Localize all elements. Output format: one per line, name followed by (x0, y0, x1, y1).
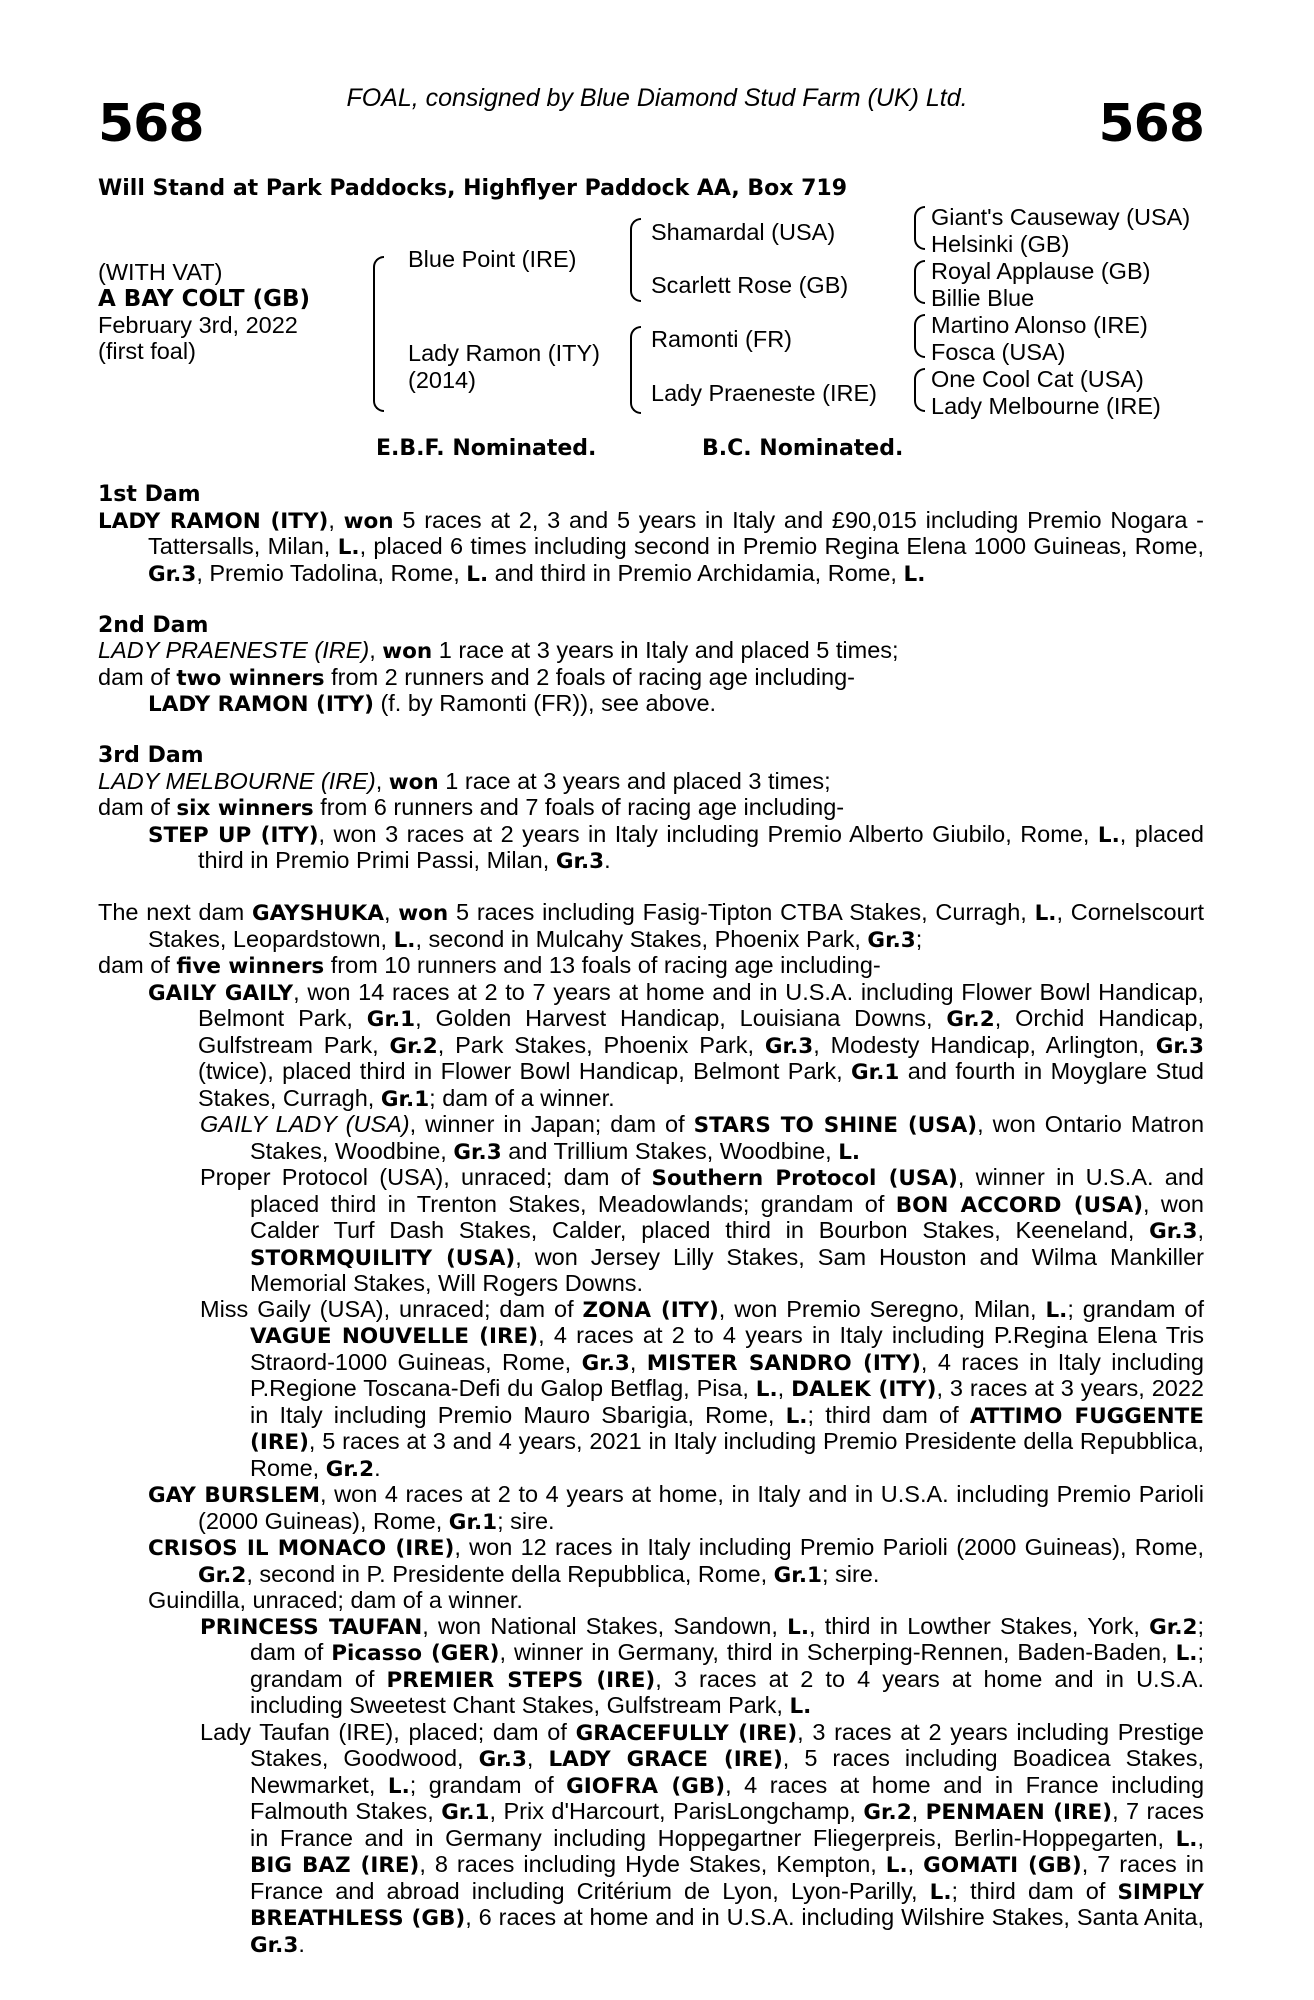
bold-run: Gr.2 (1149, 1614, 1198, 1640)
bold-run: won (382, 639, 433, 664)
pedigree-brace-g2 (914, 260, 925, 304)
ebf-nominated: E.B.F. Nominated. (376, 436, 597, 461)
text-run: , Golden Harvest Handicap, Louisiana Downs, (415, 1005, 947, 1031)
bold-run: L. (393, 927, 416, 953)
bold-run: Gr.2 (389, 1033, 438, 1059)
text-run: , won 4 races at 2 to 4 years at home, in Italy and in U.S.A. including Premio Parioli (2000 Guineas), Rome, (198, 1481, 1204, 1534)
bold-run: L. (789, 1694, 812, 1719)
text-run: and Trillium Stakes, Woodbine, (501, 1137, 839, 1164)
bold-run: PENMAEN (IRE) (925, 1800, 1113, 1825)
bold-run: ATTIMO FUGGENTE (IRE) (250, 1403, 1204, 1455)
horse-name: A BAY COLT (GB) (98, 286, 311, 312)
italic-run: LADY PRAENESTE (IRE) (98, 637, 370, 663)
text-run: , won 14 races at 2 to 7 years at home and in U.S.A. including Flower Bowl Handicap, Belmont Park, (198, 978, 1204, 1031)
bold-run: PRINCESS TAUFAN (200, 1614, 423, 1640)
text-run: from 2 runners and 2 foals of racing age including- (324, 663, 855, 690)
bold-run: Gr.3 (1149, 1219, 1198, 1244)
text-run: , (375, 767, 389, 794)
grandsire-line-2: Helsinki (GB) (931, 231, 1070, 257)
foal-note: (first foal) (98, 338, 196, 364)
text-run: , won Premio Seregno, Milan, (718, 1295, 1046, 1322)
text-run: , 4 races at home and in France including Falmouth Stakes, (250, 1771, 1205, 1824)
produce-record (98, 769, 1204, 796)
bc-nominated: B.C. Nominated. (702, 436, 904, 461)
text-run: , (383, 899, 399, 925)
text-run: , third in Lowther Stakes, York, (809, 1612, 1150, 1639)
bold-run: PREMIER STEPS (IRE) (386, 1667, 656, 1693)
text-run: Proper Protocol (USA), unraced; dam of (200, 1164, 652, 1190)
produce-record (98, 691, 1204, 718)
pedigree-brace-sire (630, 218, 641, 302)
text-run: 1 race at 3 years and placed 3 times; (438, 767, 831, 794)
stand-location: Will Stand at Park Paddocks, Highflyer Paddock AA, Box 719 (98, 176, 848, 201)
dam-dam: Lady Praeneste (IRE) (651, 380, 877, 406)
bold-run: ZONA (ITY) (582, 1297, 719, 1323)
text-run: , (1197, 1824, 1204, 1851)
text-run: , winner in U.S.A. and placed third in Trenton Stakes, Meadowlands; grandam of (250, 1164, 1204, 1217)
bold-run: GAYSHUKA (251, 901, 384, 926)
text-run: , won National Stakes, Sandown, (422, 1612, 788, 1639)
bold-run: Gr.3 (581, 1350, 630, 1376)
bold-run: L. (1045, 1297, 1068, 1323)
text-run: , (1197, 1217, 1204, 1243)
bold-run: Gr.2 (863, 1800, 912, 1825)
text-run: , (777, 1375, 792, 1401)
text-run: Guindilla, unraced; dam of a winner. (148, 1587, 523, 1613)
bold-run: Gr.3 (764, 1033, 814, 1059)
text-run: , won Calder Turf Dash Stakes, Calder, placed third in Bourbon Stakes, Keeneland, (250, 1190, 1204, 1243)
bold-run: Gr.2 (198, 1562, 247, 1588)
bold-run: Gr.1 (380, 1086, 430, 1112)
text-run: ; dam of a winner. (429, 1084, 615, 1111)
produce-record (98, 665, 1204, 692)
grandsire-line-7: One Cool Cat (USA) (931, 366, 1144, 392)
text-run: , 7 races in France and abroad including Critérium de Lyon, Lyon-Parilly, (250, 1851, 1204, 1904)
text-run: , placed 6 times including second in Premio Regina Elena 1000 Guineas, Rome, (359, 533, 1205, 559)
bold-run: LADY GRACE (IRE) (548, 1747, 783, 1772)
text-run: , placed third in Premio Primi Passi, Milan, (198, 820, 1205, 873)
section-gap (98, 718, 1204, 744)
text-run: 1 race at 3 years in Italy and placed 5 times; (432, 637, 899, 663)
text-run: . (604, 847, 611, 873)
text-run: dam of (98, 794, 177, 820)
text-run: (f. by Ramonti (FR)), see above. (373, 690, 717, 716)
dam-year: (2014) (408, 367, 476, 393)
grandsire-line-8: Lady Melbourne (IRE) (931, 393, 1161, 419)
bold-run: Gr.2 (946, 1007, 995, 1032)
bold-run: DALEK (ITY) (791, 1377, 937, 1402)
text-run: , Premio Tadolina, Rome, (196, 559, 467, 586)
bold-run: won (398, 901, 449, 926)
text-run: Miss Gaily (USA), unraced; dam of (200, 1295, 583, 1322)
produce-record (98, 638, 1204, 665)
text-run: , 3 races at 2 years including Prestige Stakes, Goodwood, (250, 1718, 1205, 1771)
produce-record (98, 953, 1204, 980)
text-run: , Prix d'Harcourt, ParisLongchamp, (489, 1798, 864, 1824)
text-run: , won 3 races at 2 years in Italy including Premio Alberto Giubilo, Rome, (318, 820, 1098, 847)
foaling-date: February 3rd, 2022 (98, 312, 298, 338)
produce-record (98, 1588, 1204, 1614)
text-run: ; grandam of (409, 1771, 567, 1798)
bold-run: Gr.3 (250, 1932, 299, 1958)
grandsire-line-6: Fosca (USA) (931, 339, 1066, 365)
bold-run: won (343, 508, 394, 534)
text-run: (twice), placed third in Flower Bowl Handicap, Belmont Park, (198, 1058, 852, 1084)
section-gap (98, 587, 1204, 613)
text-run: , winner in Germany, third in Scherping-Rennen, Baden-Baden, (499, 1639, 1176, 1665)
text-run: ; third dam of (807, 1401, 970, 1428)
text-run: ; dam of (250, 1612, 1204, 1665)
bold-run: L. (903, 561, 926, 587)
text-run: ; (915, 925, 923, 952)
bold-run: Picasso (GER) (331, 1641, 500, 1666)
text-run: , (369, 637, 383, 663)
bold-run: Gr.1 (773, 1562, 822, 1588)
catalogue-body (98, 482, 1204, 1958)
bold-run: GAILY GAILY (148, 980, 294, 1006)
text-run: The next dam (98, 899, 252, 925)
produce-record (98, 1297, 1204, 1483)
text-run: Lady Taufan (IRE), placed; dam of (200, 1718, 576, 1745)
text-run: dam of (98, 952, 177, 978)
dam-sire: Ramonti (FR) (651, 326, 793, 352)
text-run: and fourth in Moyglare Stud Stakes, Curragh, (198, 1058, 1204, 1111)
text-run: from 6 runners and 7 foals of racing age including- (313, 794, 845, 820)
produce-record (98, 1482, 1204, 1535)
bold-run: Gr.2 (325, 1456, 375, 1482)
grandsire-line-1: Giant's Causeway (USA) (931, 204, 1191, 230)
dam-heading: 2nd Dam (98, 612, 209, 638)
bold-run: VAGUE NOUVELLE (IRE) (250, 1324, 539, 1349)
text-run: , Modesty Handicap, Arlington, (813, 1031, 1156, 1058)
text-run: , 4 races in Italy including P.Regione Toscana-Defi du Galop Betflag, Pisa, (250, 1348, 1204, 1401)
text-run: , Park Stakes, Phoenix Park, (437, 1031, 765, 1058)
grandsire-line-3: Royal Applause (GB) (931, 258, 1151, 284)
text-run: , 3 races at 3 years, 2022 in Italy including Premio Mauro Sbarigia, Rome, (250, 1375, 1204, 1428)
produce-record (98, 1535, 1204, 1588)
produce-record (98, 822, 1204, 875)
bold-run: Gr.3 (867, 927, 916, 953)
produce-record (98, 1720, 1204, 1959)
bold-run: SIMPLY BREATHLESS (GB) (250, 1879, 1204, 1931)
bold-run: won (388, 769, 439, 795)
bold-run: L. (929, 1879, 952, 1905)
text-run: ; grandam of (250, 1639, 1204, 1692)
dam-heading: 3rd Dam (98, 743, 204, 768)
grandsire-line-4: Billie Blue (931, 285, 1035, 311)
text-run: , second in P. Presidente della Repubblica, Rome, (246, 1560, 774, 1587)
bold-run: L. (755, 1377, 778, 1402)
bold-run: GRACEFULLY (IRE) (575, 1720, 798, 1746)
dam: Lady Ramon (ITY) (408, 340, 600, 366)
text-run: 5 races at 2, 3 and 5 years in Italy and £90,015 including Premio Nogara - Tattersalls, Milan, (148, 506, 1204, 559)
bold-run: GAY BURSLEM (148, 1483, 321, 1508)
text-run: , winner in Japan; dam of (409, 1111, 694, 1137)
text-run: , (526, 1745, 549, 1771)
text-run: , 3 races at 2 to 4 years at home and in U.S.A. including Sweetest Chant Stakes, Gulfstream Park, (250, 1665, 1204, 1718)
bold-run: STEP UP (ITY) (148, 822, 319, 848)
text-run: and third in Premio Archidamia, Rome, (488, 559, 904, 586)
produce-record (98, 1614, 1204, 1720)
bold-run: GOMATI (GB) (923, 1853, 1082, 1878)
text-run: dam of (98, 663, 177, 690)
text-run: , 8 races including Hyde Stakes, Kempton, (419, 1851, 886, 1877)
sire-dam: Scarlett Rose (GB) (651, 272, 849, 298)
bold-run: STORMQUILITY (USA) (250, 1245, 516, 1271)
bold-run: Gr.3 (478, 1747, 527, 1772)
text-run: , won Ontario Matron Stakes, Woodbine, (250, 1111, 1205, 1164)
text-run: , 5 races including Boadicea Stakes, Newmarket, (250, 1745, 1204, 1798)
bold-run: CRISOS IL MONACO (IRE) (148, 1536, 455, 1561)
consignor-line: FOAL, consigned by Blue Diamond Stud Farm (UK) Ltd. (346, 84, 968, 112)
sire-sire: Shamardal (USA) (651, 219, 836, 245)
bold-run: Gr.1 (448, 1509, 498, 1535)
bold-run: L. (466, 561, 489, 587)
bold-run: five winners (176, 954, 325, 979)
text-run: , Cornelscourt Stakes, Leopardstown, (148, 899, 1205, 952)
text-run: , 5 races at 3 and 4 years, 2021 in Italy including Premio Presidente della Repubblica, Rome, (250, 1428, 1204, 1481)
text-run: , 6 races at home and in U.S.A. including Wilshire Stakes, Santa Anita, (465, 1904, 1204, 1930)
vat-note: (WITH VAT) (98, 259, 223, 285)
text-run: . (374, 1454, 381, 1481)
bold-run: six winners (176, 796, 314, 821)
text-run: ; sire. (497, 1507, 555, 1534)
bold-run: MISTER SANDRO (ITY) (646, 1350, 921, 1376)
bold-run: L. (1175, 1641, 1198, 1666)
produce-record (98, 508, 1204, 588)
section-gap (98, 875, 1204, 901)
produce-record (98, 980, 1204, 1113)
bold-run: Gr.3 (555, 849, 605, 874)
bold-run: L. (337, 535, 360, 560)
bold-run: Gr.1 (441, 1800, 490, 1825)
bold-run: Southern Protocol (USA) (651, 1166, 958, 1191)
text-run: , (911, 1798, 926, 1824)
bold-run: L. (785, 1403, 808, 1429)
pedigree-brace-g1 (914, 206, 925, 250)
bold-run: L. (1175, 1826, 1198, 1852)
bold-run: LADY RAMON (ITY) (148, 692, 374, 717)
bold-run: BIG BAZ (IRE) (250, 1853, 420, 1878)
bold-run: Gr.3 (1155, 1033, 1205, 1059)
produce-record (98, 1165, 1204, 1297)
text-run: , (328, 506, 344, 533)
text-run: , won 12 races in Italy including Premio Parioli (2000 Guineas), Rome, (454, 1534, 1205, 1560)
bold-run: L. (787, 1614, 810, 1640)
text-run: , Orchid Handicap, Gulfstream Park, (198, 1005, 1204, 1058)
text-run: , (629, 1348, 647, 1375)
pedigree-brace-parents (373, 256, 384, 412)
bold-run: GIOFRA (GB) (566, 1773, 726, 1799)
pedigree-brace-g3 (914, 314, 925, 358)
text-run: ; sire. (821, 1560, 880, 1587)
text-run: , 7 races in France and in Germany including Hoppegartner Fliegerpreis, Berlin-Hoppegarten, (250, 1798, 1204, 1851)
lot-number-left: 568 (98, 94, 204, 154)
bold-run: LADY RAMON (ITY) (98, 508, 329, 534)
lot-number-right: 568 (1098, 94, 1204, 154)
text-run: . (298, 1930, 305, 1957)
text-run: 5 races including Fasig-Tipton CTBA Stakes, Curragh, (448, 899, 1035, 925)
bold-run: L. (1097, 822, 1120, 848)
bold-run: L. (387, 1773, 410, 1799)
text-run: ; grandam of (1067, 1295, 1204, 1322)
bold-run: L. (1034, 901, 1057, 926)
produce-record (98, 795, 1204, 822)
text-run: ; third dam of (951, 1877, 1118, 1904)
pedigree-brace-dam (630, 326, 641, 414)
text-run: , won Jersey Lilly Stakes, Sam Houston and Wilma Mankiller Memorial Stakes, Will Rogers Downs. (250, 1243, 1204, 1296)
bold-run: Gr.3 (148, 561, 197, 587)
produce-record (98, 1112, 1204, 1165)
italic-run: LADY MELBOURNE (IRE) (98, 767, 376, 794)
text-run: from 10 runners and 13 foals of racing age including- (324, 952, 881, 978)
text-run: , second in Mulcahy Stakes, Phoenix Park, (415, 925, 868, 952)
grandsire-line-5: Martino Alonso (IRE) (931, 312, 1148, 338)
produce-record (98, 900, 1204, 953)
bold-run: L. (838, 1139, 861, 1165)
italic-run: GAILY LADY (USA) (200, 1111, 410, 1137)
bold-run: Gr.3 (453, 1139, 502, 1165)
bold-run: L. (885, 1853, 908, 1878)
sire: Blue Point (IRE) (408, 246, 577, 272)
text-run: , (907, 1851, 924, 1877)
pedigree-brace-g4 (914, 368, 925, 412)
text-run: , 4 races at 2 to 4 years in Italy including P.Regina Elena Tris Straord-1000 Guineas, Rome, (250, 1322, 1204, 1375)
bold-run: two winners (176, 665, 325, 691)
bold-run: Gr.1 (851, 1060, 900, 1085)
dam-heading: 1st Dam (98, 482, 201, 507)
bold-run: STARS TO SHINE (USA) (693, 1113, 978, 1138)
bold-run: Gr.1 (366, 1007, 416, 1032)
bold-run: BON ACCORD (USA) (895, 1192, 1144, 1218)
